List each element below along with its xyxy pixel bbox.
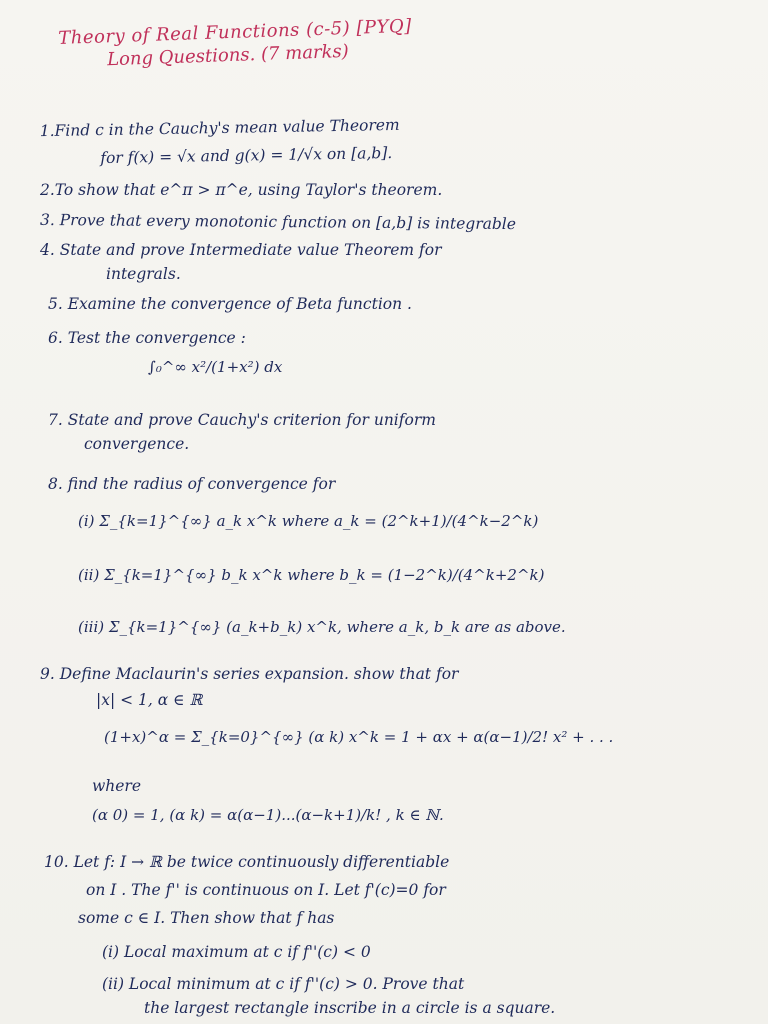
question-9-where: where [92,777,142,795]
page-title: Theory of Real Functions (c-5) [PYQ] [58,15,413,49]
question-7-line-2: convergence. [84,435,190,453]
question-9-equation: (1+x)^α = Σ_{k=0}^{∞} (α k) x^k = 1 + αx + α(α−1)/2! x² + . . . [104,728,614,746]
question-5: 5. Examine the convergence of Beta function . [48,295,412,313]
question-1-line-1: 1.Find c in the Cauchy's mean value Theorem [39,115,400,141]
question-9 [40,664,458,710]
question-4-line-1: 4. State and prove Intermediate value Theorem for [40,241,442,259]
question-7-line-1: 7. State and prove Cauchy's criterion for uniform [48,411,436,429]
question-6-integral: ∫₀^∞ x²/(1+x²) dx [148,358,283,376]
question-8: 8. find the radius of convergence for [48,475,336,493]
question-8-part-i: (i) Σ_{k=1}^{∞} a_k x^k where a_k = (2^k+1)/(4^k−2^k) [78,512,539,530]
question-8-part-iii: (iii) Σ_{k=1}^{∞} (a_k+b_k) x^k, where a_k, b_k are as above. [78,618,566,636]
question-10 [44,852,449,928]
question-8-part-ii: (ii) Σ_{k=1}^{∞} b_k x^k where b_k = (1−2^k)/(4^k+2^k) [78,566,545,584]
question-10-part-i: (i) Local maximum at c if f''(c) < 0 [102,943,371,961]
question-10-last-line: the largest rectangle inscribe in a circle is a square. [144,999,556,1017]
question-10-line-3: some c ∈ I. Then show that f has [78,909,335,927]
question-2: 2.To show that e^π > π^e, using Taylor's theorem. [40,181,443,199]
question-6-line-1: 6. Test the convergence : [48,329,246,347]
question-4 [40,240,442,284]
question-10-line-1: 10. Let f: I → ℝ be twice continuously differentiable [44,853,450,871]
question-10-part-ii: (ii) Local minimum at c if f''(c) > 0. Prove that [102,975,465,993]
question-3: 3. Prove that every monotonic function on [a,b] is integrable [39,210,517,234]
question-1 [40,115,401,169]
page-header [58,16,413,72]
question-7 [48,410,436,454]
question-6 [48,328,246,348]
page-subtitle: Long Questions. (7 marks) [106,40,350,71]
question-1-line-2: for f(x) = √x and g(x) = 1/√x on [a,b]. [100,143,393,168]
question-9-definition: (α 0) = 1, (α k) = α(α−1)...(α−k+1)/k! , k ∈ ℕ. [92,806,444,824]
question-4-line-2: integrals. [106,265,181,283]
question-10-line-2: on I . The f'' is continuous on I. Let f'(c)=0 for [86,881,446,899]
question-9-line-2: |x| < 1, α ∈ ℝ [96,691,203,709]
question-9-line-1: 9. Define Maclaurin's series expansion. show that for [40,665,459,683]
